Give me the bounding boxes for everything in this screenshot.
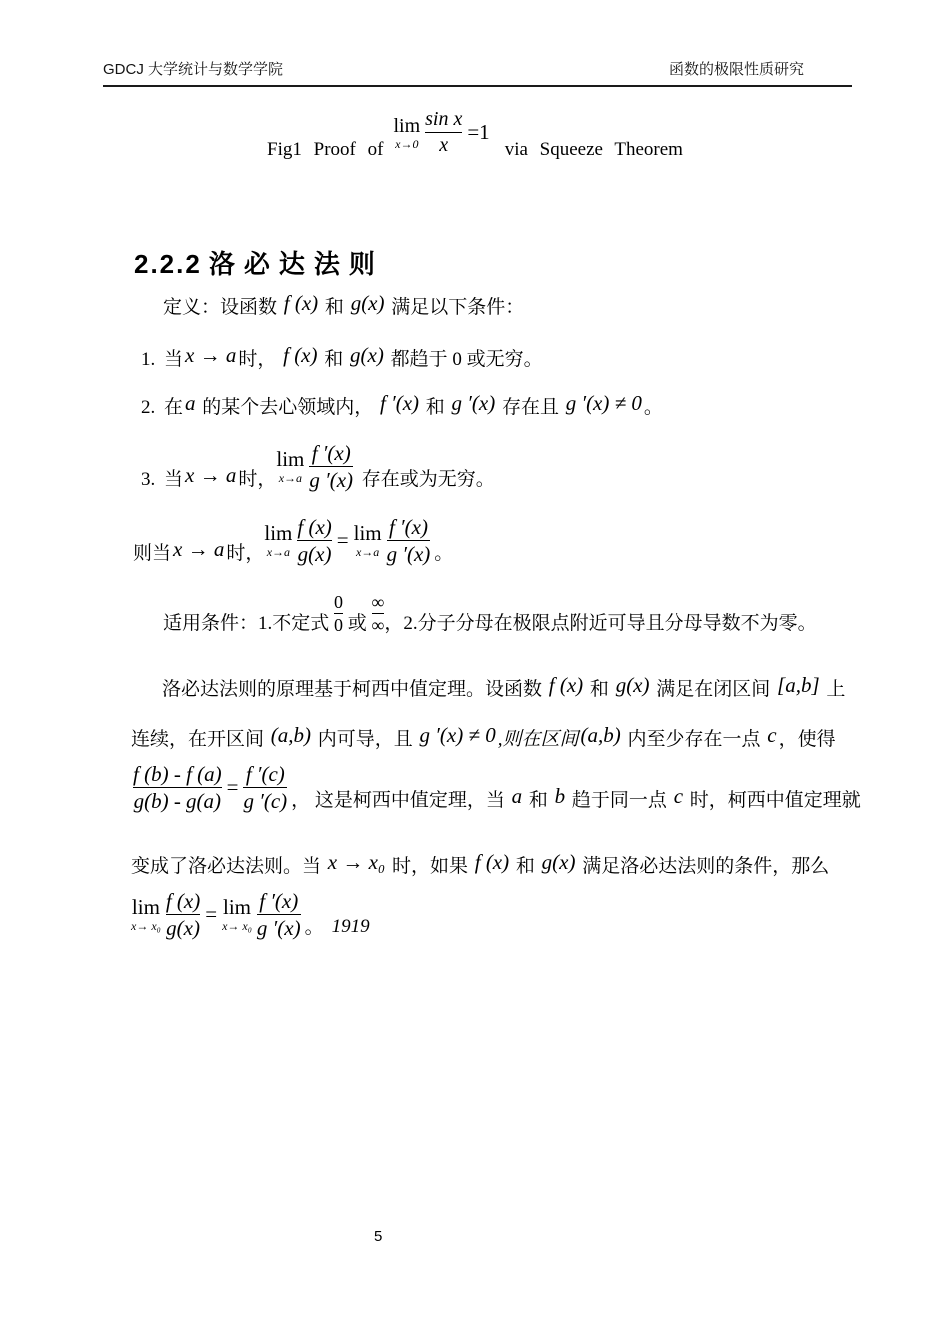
lim-subscript: x→a xyxy=(278,470,303,485)
fraction-bar xyxy=(425,132,462,133)
conditions-line xyxy=(163,592,817,636)
text: 变成了洛必达法则。当 xyxy=(131,856,326,878)
limit-operator xyxy=(276,446,305,485)
cauchy-equation xyxy=(133,762,287,813)
fraction-numerator: f ′(x) xyxy=(388,514,428,539)
math-x-to-a: x → a xyxy=(173,536,225,561)
fraction-denominator: x xyxy=(439,134,449,156)
text: ，2.分子分母在极限点附近可导且分母导数不为零。 xyxy=(384,613,817,635)
fraction-denominator: g(b) - g(a) xyxy=(133,788,222,813)
math-g-x: g(x) xyxy=(350,290,385,315)
lim-text: lim xyxy=(353,520,382,545)
fraction-numerator: f (x) xyxy=(297,514,332,539)
fraction xyxy=(166,889,200,940)
limit-operator xyxy=(222,894,252,933)
math-x-to-a: x → a xyxy=(185,342,237,367)
conclusion-line xyxy=(133,514,454,566)
fraction-infinity-over-infinity xyxy=(372,592,385,636)
text: 定义：设函数 xyxy=(163,297,282,319)
text: 在 xyxy=(164,397,184,419)
math-f-x: f (x) xyxy=(283,290,319,315)
lim-subscript: x→ x₀ xyxy=(131,918,161,933)
fraction-zero-over-zero xyxy=(334,592,343,636)
fraction-bar xyxy=(297,540,331,541)
math-a: a xyxy=(511,783,523,808)
text: 时， xyxy=(226,543,265,565)
text: 和 xyxy=(585,679,614,701)
italic-text: 则在区间 xyxy=(502,729,579,751)
text: 和 xyxy=(319,349,349,371)
math-b: b xyxy=(554,783,566,808)
text: 。 xyxy=(434,543,454,565)
text: 满足在闭区间 xyxy=(651,679,776,701)
fraction-bar xyxy=(257,914,301,915)
text: 满足以下条件： xyxy=(386,297,525,319)
italic-year-text: 1919 xyxy=(331,916,370,937)
text: 和 xyxy=(511,856,540,878)
paragraph-line-5 xyxy=(131,888,370,940)
equals-sign: = xyxy=(226,774,239,799)
fraction-numerator: f ′(x) xyxy=(311,440,351,465)
item-number: 3. xyxy=(141,469,156,491)
text: ， 这是柯西中值定理，当 xyxy=(291,790,510,812)
fraction-numerator: f (b) - f (a) xyxy=(133,761,222,786)
fraction-denominator: g ′(x) xyxy=(309,467,354,492)
math-open-interval: (a,b) xyxy=(580,722,621,747)
fraction-bar xyxy=(166,914,200,915)
text: 和 xyxy=(524,790,553,812)
equals-sign: = xyxy=(205,901,218,926)
lim-subscript: x→ x₀ xyxy=(222,918,252,933)
definition-line xyxy=(163,287,524,320)
limit-equation xyxy=(131,889,301,940)
fraction-denominator: g(x) xyxy=(166,915,200,940)
fraction-bar xyxy=(334,613,343,614)
text: 时， xyxy=(238,469,277,491)
lim-subscript: x→a xyxy=(355,544,380,559)
math-open-interval: (a,b) xyxy=(270,722,312,747)
paragraph-line-3 xyxy=(133,763,861,813)
text: 时， xyxy=(238,349,282,371)
fraction-numerator: ∞ xyxy=(371,591,385,612)
text: 存在或为无穷。 xyxy=(357,469,495,491)
text: 时，柯西中值定理就 xyxy=(685,790,861,812)
text: ，使得 xyxy=(778,729,836,751)
caption-suffix: via Squeeze Theorem xyxy=(504,139,683,161)
fraction-bar xyxy=(309,466,353,467)
page-header xyxy=(103,58,852,79)
page-number: 5 xyxy=(374,1228,383,1245)
text: 当 xyxy=(164,349,184,371)
limit-operator xyxy=(131,894,161,933)
fraction xyxy=(387,515,431,566)
math-a: a xyxy=(185,390,196,415)
section-title: 洛必达法则 xyxy=(208,249,384,279)
math-f-x: f (x) xyxy=(548,672,584,697)
fraction-bar xyxy=(243,787,287,788)
text: 当 xyxy=(164,469,184,491)
fraction-denominator: g(x) xyxy=(297,541,332,566)
fraction-numerator: f (x) xyxy=(165,888,201,913)
caption-limit-formula xyxy=(393,108,494,157)
fraction-numerator: f ′(x) xyxy=(259,888,299,913)
fraction xyxy=(297,515,331,566)
paragraph-line-2 xyxy=(131,716,836,752)
fraction xyxy=(243,762,287,813)
math-g-x: g(x) xyxy=(350,342,384,367)
list-item-3 xyxy=(141,440,495,492)
fraction-numerator: f ′(c) xyxy=(245,761,285,786)
text: 。 xyxy=(304,917,324,939)
text: 存在且 xyxy=(497,397,564,419)
fraction-bar xyxy=(387,540,431,541)
fraction xyxy=(309,441,353,492)
math-g-prime-x: g ′(x) xyxy=(451,390,496,415)
equals-sign: = xyxy=(336,527,349,552)
caption-prefix: Fig1 Proof of xyxy=(267,139,384,161)
lim-text: lim xyxy=(393,114,421,137)
item-number: 1. xyxy=(141,349,156,371)
fraction xyxy=(257,889,301,940)
limit-fraction xyxy=(276,441,353,492)
math-c: c xyxy=(767,722,777,747)
lim-text: lim xyxy=(264,520,293,545)
fraction-denominator: g ′(x) xyxy=(256,915,301,940)
text: 满足洛必达法则的条件，那么 xyxy=(577,856,830,878)
text: 或 xyxy=(343,613,372,635)
text: 适用条件：1.不定式 xyxy=(163,613,335,635)
limit-equation xyxy=(264,515,430,566)
math-closed-interval: [a,b] xyxy=(777,672,820,697)
math-f-prime-x: f ′(x) xyxy=(380,390,420,415)
text: 时，如果 xyxy=(387,856,473,878)
text: 都趋于 0 或无穷。 xyxy=(385,349,543,371)
math-g-x: g(x) xyxy=(541,849,576,874)
text: 则当 xyxy=(133,543,172,565)
text: 和 xyxy=(421,397,450,419)
fraction-numerator: 0 xyxy=(334,591,344,612)
math-g-x: g(x) xyxy=(615,672,650,697)
math-f-x: f (x) xyxy=(474,849,510,874)
fraction-denominator: ∞ xyxy=(371,615,385,636)
header-left-text: GDCJ 大学统计与数学学院 xyxy=(103,61,284,78)
fraction-bar xyxy=(372,613,385,614)
text: 上 xyxy=(821,679,846,701)
text: 。 xyxy=(643,397,663,419)
item-number: 2. xyxy=(141,397,156,419)
header-right-text: 函数的极限性质研究 xyxy=(668,61,804,78)
math-g-prime-not-zero: g ′(x) ≠ 0 xyxy=(565,390,642,415)
limit-operator xyxy=(264,520,293,559)
text: 的某个去心领域内， xyxy=(197,397,379,419)
limit-operator xyxy=(353,520,382,559)
fraction-denominator: 0 xyxy=(334,615,344,636)
lim-text: lim xyxy=(276,446,305,471)
header-rule xyxy=(103,85,852,87)
list-item-2 xyxy=(141,387,663,420)
fraction-denominator: g ′(c) xyxy=(243,788,288,813)
lim-text: lim xyxy=(222,894,251,919)
paragraph-line-1 xyxy=(162,666,845,702)
fraction-bar xyxy=(133,787,222,788)
equals-one: =1 xyxy=(467,120,490,144)
text: , xyxy=(497,729,503,751)
math-x-to-x0: x → x₀ xyxy=(327,849,386,874)
lim-subscript: x→a xyxy=(266,544,291,559)
text: 趋于同一点 xyxy=(567,790,672,812)
text: 洛必达法则的原理基于柯西中值定理。设函数 xyxy=(162,679,547,701)
section-number: 2.2.2 xyxy=(134,249,202,279)
fraction-numerator: sin x xyxy=(425,108,463,130)
text: 连续，在开区间 xyxy=(131,729,269,751)
lim-text: lim xyxy=(131,894,160,919)
text: 和 xyxy=(320,297,349,319)
fraction xyxy=(133,762,222,813)
fraction xyxy=(425,108,462,157)
limit-operator xyxy=(393,116,420,150)
fraction-denominator: g ′(x) xyxy=(386,541,431,566)
figure-caption xyxy=(0,108,950,163)
math-f-x: f (x) xyxy=(283,342,318,367)
text: 内至少存在一点 xyxy=(622,729,766,751)
lim-subscript: x→0 xyxy=(395,136,419,151)
math-c: c xyxy=(673,783,684,808)
section-heading xyxy=(134,244,384,281)
paragraph-line-4 xyxy=(131,843,829,879)
list-item-1 xyxy=(141,339,543,372)
text: 内可导，且 xyxy=(313,729,418,751)
math-g-prime-not-zero: g ′(x) ≠ 0 xyxy=(419,722,496,747)
math-x-to-a: x → a xyxy=(185,462,237,487)
